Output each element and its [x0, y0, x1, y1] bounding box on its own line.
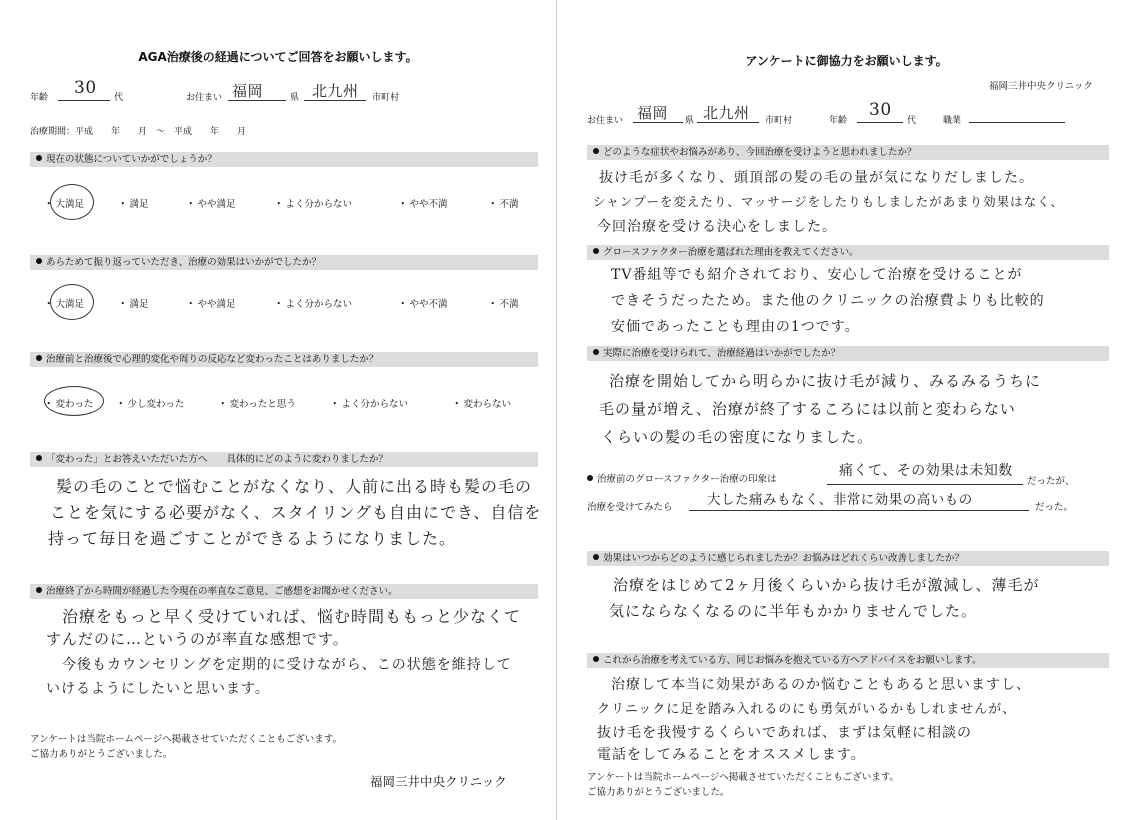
question-bar: 実際に治療を受けられて、治療経過はいかがでしたか？ — [587, 346, 1109, 361]
option[interactable]: ・ 不満 — [488, 199, 519, 210]
selected-circle — [50, 184, 94, 220]
city-value: 北九州 — [312, 82, 359, 100]
question-bar: あらためて振り返っていただき、治療の効果はいかがでしたか？ — [30, 255, 538, 270]
age-label: 年齢 — [30, 93, 49, 103]
option[interactable]: ・ 不満 — [488, 299, 519, 310]
job-label: 職業 — [943, 116, 962, 126]
age-label: 年齢 — [829, 116, 848, 126]
option[interactable]: ・ 大満足 — [44, 299, 85, 310]
option[interactable]: ・ 変わったと思う — [218, 399, 296, 410]
selected-circle — [44, 386, 104, 416]
question-bar: 効果はいつからどのように感じられましたか？お悩みはどれくらい改善しましたか？ — [587, 551, 1109, 566]
clinic-name: 福岡三井中央クリニック — [370, 774, 507, 789]
impression-after-suffix: だった。 — [1035, 502, 1074, 513]
option[interactable]: ・ 大満足 — [44, 199, 85, 210]
age-unit: 代 — [114, 93, 124, 103]
age-value: 30 — [74, 78, 97, 98]
city-value: 北九州 — [703, 104, 750, 122]
left-survey-page: AGA治療後の経過についてご回答をお願いします。 年齢 30 代 お住まい 福岡 県 北九州 市町村 治療期間：平成 年 月 ～ 平成 年 月 現在の状態についていかがでしょうか？ ・ 大満足 ・ 満足 ・ やや満足 ・ よく分からない ・ やや不満 ・ 不満 あらためて振り返っていただき、治療の効果はいかがでしたか？ ・ 大満足 ・ 満足 ・ やや満足 ・ よく分からない ・ やや不満 ・ 不満 治療前と治療後で心理的変化や周りの反応など変わったことはありましたか？ ・ 変わった ・ 少し変わった ・ 変わったと思う ・ よく分からない ・ 変わらない 「変わった」とお答えいただいた方へ 具体的にどのように変わりましたか？ 髪の毛のことで悩むことがなくなり、人前に出る時も髪の毛の ことを気にする必要がなく、スタイリングも自由にでき、自信を 持って毎日を過ごすことができるようになりました。 治療終了から時間が経過した今現在の率直なご意見、ご感想をお聞かせください。 治療をもっと早く受けていれば、悩む時間ももっと少なくて すんだのに…というのが率直な感想です。 今後もカウンセリングを定期的に受けながら、この状態を維持して いけるようにしたいと思います。 アンケートは当院ホームページへ掲載させていただくこともございます。 ご協力ありがとうございました。 福岡三井中央クリニック — [0, 0, 556, 820]
city-unit: 市町村 — [765, 116, 793, 126]
left-page-title: AGA治療後の経過についてご回答をお願いします。 — [138, 50, 418, 64]
option[interactable]: ・ やや満足 — [186, 199, 236, 210]
prefecture-value: 福岡 — [232, 82, 264, 100]
selected-circle — [50, 284, 94, 320]
option[interactable]: ・ よく分からない — [330, 399, 409, 410]
question-bar: 「変わった」とお答えいただいた方へ 具体的にどのように変わりましたか？ — [30, 452, 538, 467]
option[interactable]: ・ やや不満 — [398, 299, 448, 310]
question-bar: グロースファクター治療を選ばれた理由を教えてください。 — [587, 245, 1109, 260]
option[interactable]: ・ 満足 — [118, 299, 149, 310]
clinic-header: 福岡三井中央クリニック — [989, 81, 1093, 92]
option[interactable]: ・ 変わった — [44, 399, 94, 410]
option[interactable]: ・ 満足 — [118, 199, 149, 210]
city-unit: 市町村 — [372, 93, 400, 103]
impression-before-answer: 痛くて、その効果は未知数 — [839, 463, 1013, 479]
prefecture-unit: 県 — [685, 116, 695, 126]
option[interactable]: ・ よく分からない — [274, 299, 353, 310]
impression-before-suffix: だったが、 — [1027, 476, 1075, 487]
age-unit: 代 — [907, 116, 917, 126]
impression-after-answer: 大した痛みもなく、非常に効果の高いもの — [707, 492, 973, 508]
right-survey-page: アンケートに御協力をお願いします。 福岡三井中央クリニック お住まい 福岡 県 北九州 市町村 年齢 30 代 職業 どのような症状やお悩みがあり、今回治療を受けようと思われましたか？ 抜け毛が多くなり、頭頂部の髪の毛の量が気になりだしました。 シャンプーを変えたり、マッサージをしたりもしましたがあまり効果はなく、 今回治療を受ける決心をしました。 グロースファクター治療を選ばれた理由を教えてください。 TV番組等でも紹介されており、安心して治療を受けることが できそうだったため。また他のクリニックの治療費よりも比較的 安価であったことも理由の1つです。 実際に治療を受けられて、治療経過はいかがでしたか？ 治療を開始してから明らかに抜け毛が減り、みるみるうちに 毛の量が増え、治療が終了するころには以前と変わらない くらいの髪の毛の密度になりました。 治療前のグロースファクター治療の印象は 痛くて、その効果は未知数 だったが、 治療を受けてみたら 大した痛みもなく、非常に効果の高いもの だった。 効果はいつからどのように感じられましたか？お悩みはどれくらい改善しましたか？ 治療をはじめて2ヶ月後くらいから抜け毛が激減し、薄毛が 気にならなくなるのに半年もかかりませんでした。 これから治療を考えている方、同じお悩みを抱えている方へアドバイスをお願いします。 治療して本当に効果があるのか悩むこともあると思いますし、 クリニックに足を踏み入れるのにも勇気がいるかもしれませんが、 抜け毛を我慢するくらいであれば、まずは気軽に相談の 電話をしてみることをオススメします。 アンケートは当院ホームページへ掲載させていただくこともございます。 ご協力ありがとうございました。 — [556, 0, 1136, 820]
footer-note: アンケートは当院ホームページへ掲載させていただくこともございます。 ご協力ありがとうございました。 — [587, 772, 899, 798]
question-bar: どのような症状やお悩みがあり、今回治療を受けようと思われましたか？ — [587, 145, 1109, 160]
prefecture-value: 福岡 — [637, 104, 669, 122]
option[interactable]: ・ 変わらない — [452, 399, 512, 410]
question-bar: 現在の状態についていかがでしょうか？ — [30, 152, 538, 167]
option[interactable]: ・ やや満足 — [186, 299, 236, 310]
job-field[interactable] — [969, 122, 1065, 123]
option[interactable]: ・ 少し変わった — [116, 399, 185, 410]
impression-before: 治療前のグロースファクター治療の印象は — [587, 472, 777, 487]
question-bar: 治療終了から時間が経過した今現在の率直なご意見、ご感想をお聞かせください。 — [30, 584, 538, 599]
impression-after-prefix: 治療を受けてみたら — [587, 502, 673, 513]
address-label: お住まい — [186, 93, 223, 103]
prefecture-unit: 県 — [290, 93, 300, 103]
question-bar: 治療前と治療後で心理的変化や周りの反応など変わったことはありましたか？ — [30, 352, 538, 367]
age-value: 30 — [869, 100, 892, 120]
treatment-period: 治療期間：平成 年 月 ～ 平成 年 月 — [30, 127, 247, 137]
option[interactable]: ・ やや不満 — [398, 199, 448, 210]
question-bar: これから治療を考えている方、同じお悩みを抱えている方へアドバイスをお願いします。 — [587, 653, 1109, 668]
right-page-title: アンケートに御協力をお願いします。 — [745, 54, 948, 68]
option[interactable]: ・ よく分からない — [274, 199, 353, 210]
footer-note: アンケートは当院ホームページへ掲載させていただくこともございます。 ご協力ありがとうございました。 — [30, 734, 342, 760]
address-label: お住まい — [587, 116, 624, 126]
